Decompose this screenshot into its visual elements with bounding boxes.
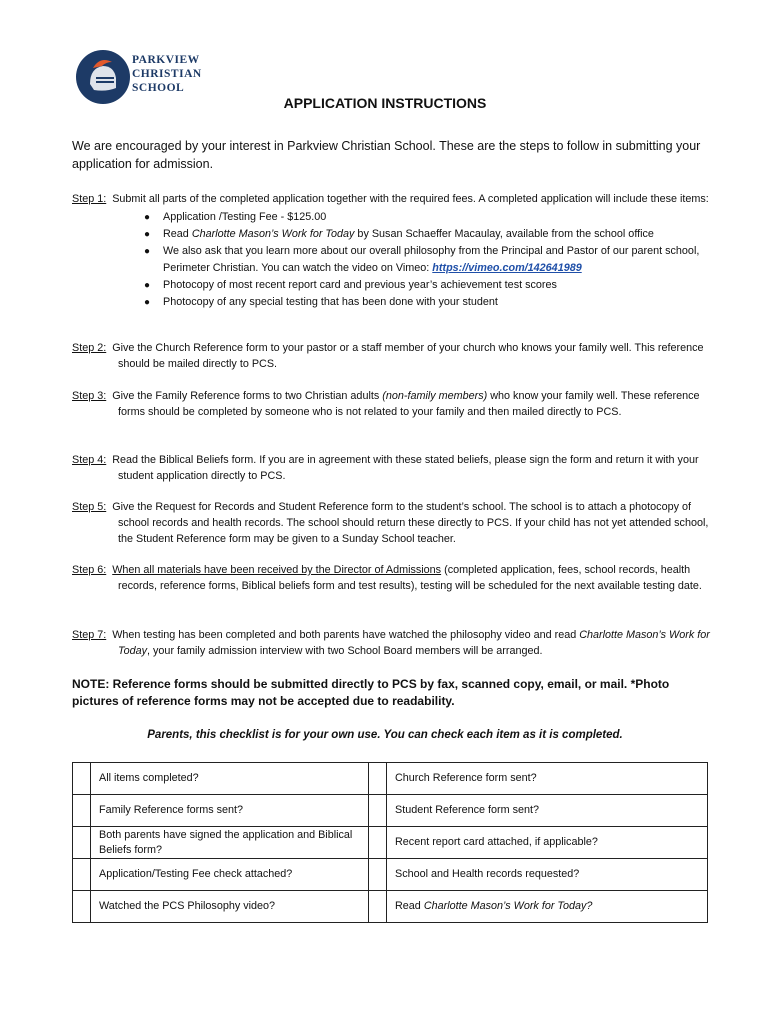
checklist-item: All items completed?: [91, 763, 369, 795]
step-2: [72, 340, 712, 372]
bullet-text: Application /Testing Fee - $125.00: [163, 211, 327, 223]
step-6-label: Step 6:: [72, 564, 107, 576]
step-4-text: Read the Biblical Beliefs form. If you are in agreement with these stated beliefs, please sign the form and return it with your student application directly to PCS.: [112, 454, 699, 482]
checkbox[interactable]: [369, 827, 387, 859]
reference-note: NOTE: Reference forms should be submitted directly to PCS by fax, scanned copy, email, or mail. *Photo pictures of reference forms may not be accepted due to readability.: [72, 677, 670, 708]
step-3-emphasis: (non-family members): [382, 390, 488, 402]
bullet-text: Photocopy of any special testing that has been done with your student: [163, 296, 498, 308]
bullet-text: by Susan Schaeffer Macaulay, available from the school office: [354, 228, 654, 240]
checkbox[interactable]: [73, 827, 91, 859]
book-title: Charlotte Mason’s Work for Today?: [423, 900, 593, 912]
list-item: [144, 243, 712, 277]
step-1-text: Submit all parts of the completed application together with the required fees. A completed application will include these items:: [112, 193, 709, 205]
bullet-text: Photocopy of most recent report card and previous year’s achievement test scores: [163, 279, 557, 291]
checklist-item: Both parents have signed the application and Biblical Beliefs form?: [91, 827, 369, 859]
step-3: [72, 388, 712, 420]
step-6: [72, 562, 712, 594]
checklist-item: [387, 891, 708, 923]
checklist-item-text: Read: [395, 900, 424, 912]
checklist-item: School and Health records requested?: [387, 859, 708, 891]
table-row: [73, 763, 708, 795]
checklist-item: Application/Testing Fee check attached?: [91, 859, 369, 891]
step-1-bullets: [72, 209, 712, 311]
step-5-label: Step 5:: [72, 501, 107, 513]
step-3-text: who know your family well. These reference forms should be completed by someone who is not related to your family and then mailed directly to PCS.: [118, 390, 700, 418]
checklist-item: Watched the PCS Philosophy video?: [91, 891, 369, 923]
checklist-item: Church Reference form sent?: [387, 763, 708, 795]
checkbox[interactable]: [73, 795, 91, 827]
logo-line-1: PARKVIEW: [132, 54, 200, 66]
checklist-item: Recent report card attached, if applicable?: [387, 827, 708, 859]
page-title: APPLICATION INSTRUCTIONS: [283, 95, 487, 111]
step-3-label: Step 3:: [72, 390, 107, 402]
checkbox[interactable]: [369, 859, 387, 891]
book-title: Charlotte Mason’s Work for Today: [118, 629, 710, 657]
checklist-instructions: Parents, this checklist is for your own use. You can check each item as it is completed.: [147, 729, 623, 741]
step-1-label: Step 1:: [72, 193, 107, 205]
step-7-text: When testing has been completed and both parents have watched the philosophy video and read: [112, 629, 580, 641]
list-item: [144, 277, 712, 294]
checklist-item: Family Reference forms sent?: [91, 795, 369, 827]
step-1: [72, 191, 712, 311]
step-6-text: (completed application, fees, school records, health records, reference forms, Biblical beliefs form and test results), testing will be scheduled for the next available testing date.: [118, 564, 702, 592]
list-item: [144, 209, 712, 226]
checklist-table: [72, 762, 708, 923]
step-6-underlined: When all materials have been received by the Director of Admissions: [112, 564, 442, 576]
intro-paragraph: We are encouraged by your interest in Parkview Christian School. These are the steps to follow in submitting your application for admission.: [72, 139, 701, 171]
table-row: [73, 891, 708, 923]
checkbox[interactable]: [369, 795, 387, 827]
book-title: Charlotte Mason’s Work for Today: [191, 228, 355, 240]
vimeo-link[interactable]: https://vimeo.com/142641989: [432, 262, 582, 274]
checkbox[interactable]: [73, 891, 91, 923]
table-row: [73, 827, 708, 859]
bullet-text: Read: [163, 228, 192, 240]
step-5-text: Give the Request for Records and Student Reference form to the student’s school. The school is to attach a photocopy of school records and health records. The school should return these directly to PCS. If your child has not yet attended school, the Student Reference form may be given to a Sunday School teacher.: [112, 501, 709, 545]
checkbox[interactable]: [73, 859, 91, 891]
checkbox[interactable]: [369, 763, 387, 795]
step-3-text: Give the Family Reference forms to two Christian adults: [112, 390, 383, 402]
checkbox[interactable]: [73, 763, 91, 795]
step-7: [72, 627, 712, 659]
table-row: [73, 859, 708, 891]
step-5: [72, 499, 712, 547]
step-4: [72, 452, 712, 484]
step-2-text: Give the Church Reference form to your pastor or a staff member of your church who knows your family well. This reference should be mailed directly to PCS.: [112, 342, 704, 370]
table-row: [73, 795, 708, 827]
step-7-text: , your family admission interview with two School Board members will be arranged.: [147, 645, 543, 657]
checklist-item: Student Reference form sent?: [387, 795, 708, 827]
checkbox[interactable]: [369, 891, 387, 923]
step-7-label: Step 7:: [72, 629, 107, 641]
step-4-label: Step 4:: [72, 454, 107, 466]
logo-line-2: CHRISTIAN: [132, 68, 202, 80]
step-2-label: Step 2:: [72, 342, 107, 354]
list-item: [144, 226, 712, 243]
logo-line-3: SCHOOL: [132, 82, 185, 94]
list-item: [144, 294, 712, 311]
bullet-text: We also ask that you learn more about our overall philosophy from the Principal and Pastor of our parent school, Perimeter Christian. You can watch the video on Vimeo:: [163, 245, 700, 274]
